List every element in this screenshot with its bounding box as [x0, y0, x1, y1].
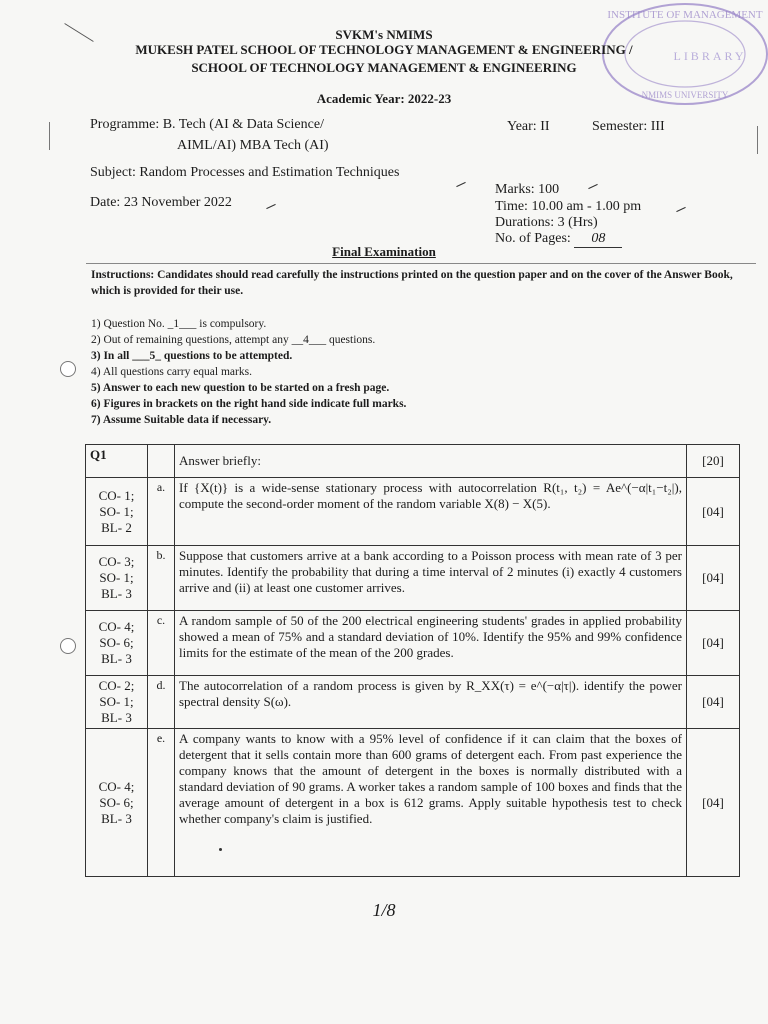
part-marks: [04]	[687, 478, 740, 546]
part-marks: [04]	[687, 729, 740, 877]
part-text: Suppose that customers arrive at a bank according to a Poisson process with mean rate of 3 per minutes. Identify the probability that during a time interval of 2 minutes (i) exactly 4 customers arrive and (ii) at least one customer arrives.	[175, 546, 687, 611]
part-text: A random sample of 50 of the 200 electrical engineering students' grades in applied probability showed a mean of 75% and a standard deviation of 10%. Identify the 95% and 99% confidence limits for the estimate of the mean of the 200 grades.	[175, 611, 687, 676]
question-number: Q1	[86, 445, 148, 478]
scan-mark	[49, 122, 50, 150]
part-text: A company wants to know with a 95% level of confidence if it can claim that the boxes of detergent that it sells contain more than 600 grams of detergent each. From past experience the company knows that the amount of detergent in the boxes is normally distributed with a standard deviation of 90 grams. A worker takes a random sample of 100 boxes and finds that the average amount of detergent in a box is 612 grams. Apply suitable hypothesis test to check whether company's claim is justified.	[175, 729, 687, 877]
rules-list	[91, 316, 691, 428]
svg-text:NMIMS UNIVERSITY: NMIMS UNIVERSITY	[641, 90, 729, 100]
outcome-codes: CO- 3; SO- 1; BL- 3	[86, 546, 148, 611]
table-row	[86, 611, 740, 676]
part-label: d.	[148, 676, 175, 729]
punch-hole-icon	[60, 638, 76, 654]
part-marks: [04]	[687, 546, 740, 611]
outcome-codes: CO- 4; SO- 6; BL- 3	[86, 729, 148, 877]
question-table	[85, 444, 740, 877]
subject: Subject: Random Processes and Estimation Techniques	[90, 165, 400, 180]
svg-text:INSTITUTE OF MANAGEMENT: INSTITUTE OF MANAGEMENT	[607, 9, 763, 21]
tick-mark	[456, 182, 465, 187]
ink-dot	[219, 848, 222, 851]
rule-item: 5) Answer to each new question to be started on a fresh page.	[91, 382, 390, 394]
rule-item: 3) In all ___5_ questions to be attempted.	[91, 350, 293, 362]
divider	[86, 263, 756, 264]
rule-item: 4) All questions carry equal marks.	[91, 366, 252, 378]
pages-count: No. of Pages: 08	[495, 231, 622, 248]
pages-value: 08	[574, 231, 622, 248]
part-label: e.	[148, 729, 175, 877]
year: Year: II	[507, 119, 550, 134]
instructions: Instructions: Candidates should read carefully the instructions printed on the question paper and on the cover of the Answer Book, which is provided for their use.	[91, 269, 733, 297]
svg-text:LIBRARY: LIBRARY	[673, 49, 747, 63]
marks: Marks: 100	[495, 182, 560, 197]
school-name-1: MUKESH PATEL SCHOOL OF TECHNOLOGY MANAGEMENT & ENGINEERING /	[135, 42, 633, 57]
tick-mark	[676, 207, 685, 212]
part-label: a.	[148, 478, 175, 546]
table-row	[86, 729, 740, 877]
part-label: b.	[148, 546, 175, 611]
table-row	[86, 676, 740, 729]
semester: Semester: III	[592, 119, 665, 134]
duration: Durations: 3 (Hrs)	[495, 215, 598, 230]
programme-line-1: Programme: B. Tech (AI & Data Science/	[90, 117, 324, 132]
part-label: c.	[148, 611, 175, 676]
part-marks: [04]	[687, 676, 740, 729]
institution-group: SVKM's NMIMS	[335, 27, 433, 42]
rule-item: 2) Out of remaining questions, attempt any __4___ questions.	[91, 334, 376, 346]
time: Time: 10.00 am - 1.00 pm	[495, 199, 642, 214]
part-text: The autocorrelation of a random process is given by R_XX(τ) = e^(−α|τ|). identify the power spectral density S(ω).	[175, 676, 687, 729]
outcome-codes: CO- 4; SO- 6; BL- 3	[86, 611, 148, 676]
exam-date: Date: 23 November 2022	[90, 195, 232, 210]
table-row	[86, 478, 740, 546]
academic-year: Academic Year: 2022-23	[316, 91, 452, 106]
exam-title: Final Examination	[332, 244, 436, 259]
table-row	[86, 445, 740, 478]
programme-line-2: AIML/AI) MBA Tech (AI)	[177, 138, 329, 153]
school-name-2: SCHOOL OF TECHNOLOGY MANAGEMENT & ENGINEERING	[191, 60, 577, 75]
rule-item: 6) Figures in brackets on the right hand side indicate full marks.	[91, 398, 407, 410]
outcome-codes: CO- 2; SO- 1; BL- 3	[86, 676, 148, 729]
tick-mark	[588, 184, 597, 189]
rule-item: 1) Question No. _1___ is compulsory.	[91, 318, 267, 330]
question-total-marks: [20]	[687, 445, 740, 478]
punch-hole-icon	[60, 361, 76, 377]
question-heading: Answer briefly:	[175, 445, 687, 478]
table-row	[86, 546, 740, 611]
part-marks: [04]	[687, 611, 740, 676]
rule-item: 7) Assume Suitable data if necessary.	[91, 414, 272, 426]
page-number: 1/8	[372, 900, 396, 920]
scan-mark	[757, 126, 758, 154]
part-text: If {X(t)} is a wide-sense stationary process with autocorrelation R(t₁, t₂) = Ae^(−α|t₁−t₂|), compute the second-order moment of the random variable X(8) − X(5).	[175, 478, 687, 546]
tick-mark	[266, 204, 275, 209]
outcome-codes: CO- 1; SO- 1; BL- 2	[86, 478, 148, 546]
